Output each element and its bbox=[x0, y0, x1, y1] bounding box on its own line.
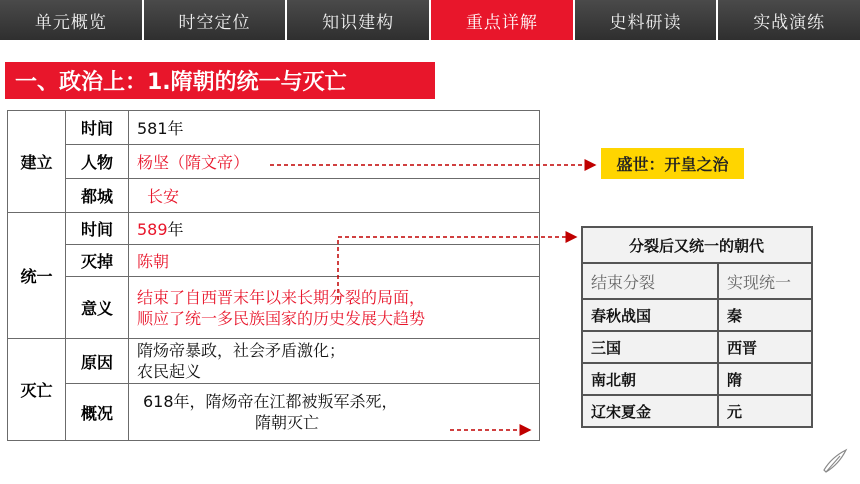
table-cell: 春秋战国 bbox=[582, 299, 718, 331]
row-value: 杨坚（隋文帝） bbox=[129, 145, 540, 179]
tab-practice[interactable]: 实战演练 bbox=[718, 0, 860, 40]
significance-line-1: 结束了自西晋末年以来长期分裂的局面， bbox=[137, 287, 426, 307]
year-suffix: 年 bbox=[167, 220, 184, 239]
row-key: 概况 bbox=[66, 384, 129, 441]
tab-knowledge-build[interactable]: 知识建构 bbox=[287, 0, 431, 40]
row-key: 原因 bbox=[66, 339, 129, 384]
row-value: 陈朝 bbox=[129, 245, 540, 277]
tab-source-study[interactable]: 史料研读 bbox=[575, 0, 719, 40]
table-cell: 三国 bbox=[582, 331, 718, 363]
group-label-fall: 灭亡 bbox=[8, 339, 66, 441]
table-cell: 元 bbox=[718, 395, 812, 427]
cause-line-2: 农民起义 bbox=[137, 362, 202, 381]
tab-time-space[interactable]: 时空定位 bbox=[144, 0, 288, 40]
table-cell: 秦 bbox=[718, 299, 812, 331]
cause-line-1: 隋炀帝暴政，社会矛盾激化； bbox=[137, 341, 346, 360]
year-value: 589 bbox=[137, 220, 168, 239]
leaf-logo-icon bbox=[820, 446, 850, 476]
tab-unit-overview[interactable]: 单元概览 bbox=[0, 0, 144, 40]
row-key: 意义 bbox=[66, 277, 129, 339]
row-key: 时间 bbox=[66, 213, 129, 245]
row-key: 灭掉 bbox=[66, 245, 129, 277]
row-key: 都城 bbox=[66, 179, 129, 213]
prosperity-callout: 盛世：开皇之治 bbox=[601, 148, 744, 179]
row-value: 581年 bbox=[129, 111, 540, 145]
table-cell: 辽宋夏金 bbox=[582, 395, 718, 427]
unify-table-title: 分裂后又统一的朝代 bbox=[582, 227, 812, 263]
overview-line-2: 隋朝灭亡 bbox=[255, 413, 320, 432]
header-end-division: 结束分裂 bbox=[582, 263, 718, 299]
row-value: 长安 bbox=[129, 179, 540, 213]
table-cell: 南北朝 bbox=[582, 363, 718, 395]
unify-dynasties-table bbox=[581, 226, 813, 428]
arrow-to-unify-table bbox=[338, 237, 576, 300]
overview-line-1: 618年，隋炀帝在江都被叛军杀死， bbox=[143, 392, 398, 411]
row-key: 人物 bbox=[66, 145, 129, 179]
significance-line-2: 顺应了统一多民族国家的历史发展大趋势 bbox=[137, 308, 426, 328]
table-cell: 西晋 bbox=[718, 331, 812, 363]
header-achieve-unity: 实现统一 bbox=[718, 263, 812, 299]
row-key: 时间 bbox=[66, 111, 129, 145]
group-label-founding: 建立 bbox=[8, 111, 66, 213]
group-label-unification: 统一 bbox=[8, 213, 66, 339]
tab-key-points[interactable]: 重点详解 bbox=[431, 0, 575, 40]
table-cell: 隋 bbox=[718, 363, 812, 395]
section-title: 一、政治上：1.隋朝的统一与灭亡 bbox=[5, 62, 435, 99]
